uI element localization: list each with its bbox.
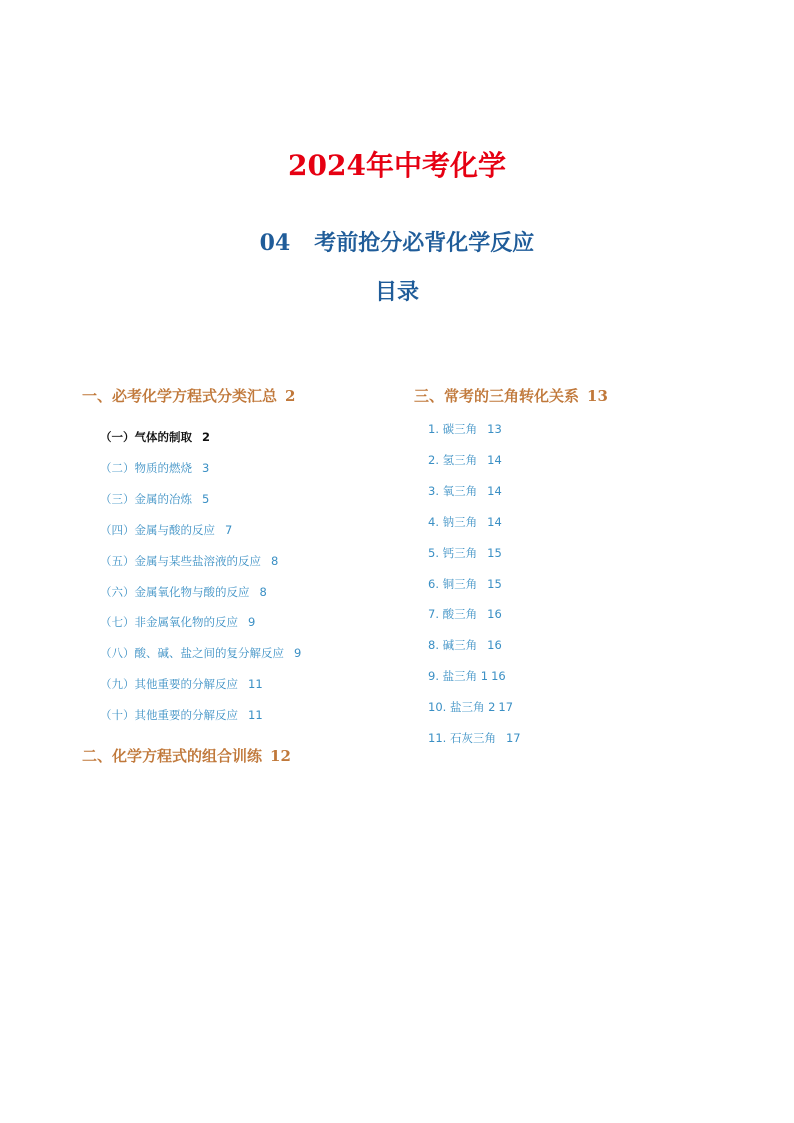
toc-item-9[interactable] — [100, 675, 263, 693]
toc-item-label: （五）金属与某些盐溶液的反应 — [100, 554, 261, 568]
toc-item-1[interactable] — [100, 428, 210, 446]
subtitle-number: 04 — [259, 230, 291, 256]
toc-item-label: 2. 氢三角 — [428, 453, 478, 467]
toc-item-label: （十）其他重要的分解反应 — [100, 708, 238, 722]
toc-item-label: （六）金属氧化物与酸的反应 — [100, 585, 250, 599]
toc-page-number: 11 — [248, 677, 263, 691]
toc-page-number: 16 — [487, 607, 502, 621]
toc-page-number: 15 — [487, 577, 502, 591]
toc-page-number: 14 — [487, 453, 502, 467]
toc-subitem-11[interactable] — [428, 729, 521, 747]
toc-item-label: （三）金属的冶炼 — [100, 492, 192, 506]
toc-item-label: 7. 酸三角 — [428, 607, 478, 621]
toc-item-label: 10. 盐三角 2 — [428, 700, 496, 714]
toc-section-3[interactable] — [414, 385, 608, 407]
toc-page-number: 13 — [487, 422, 502, 436]
toc-item-5[interactable] — [100, 552, 278, 570]
toc-page-number: 7 — [225, 523, 233, 537]
toc-page-number: 11 — [248, 708, 263, 722]
toc-item-label: 5. 钙三角 — [428, 546, 478, 560]
document-title: 2024年中考化学 — [288, 149, 506, 182]
toc-item-label: （八）酸、碱、盐之间的复分解反应 — [100, 646, 284, 660]
toc-subitem-10[interactable] — [428, 698, 513, 716]
toc-item-label: （七）非金属氧化物的反应 — [100, 615, 238, 629]
toc-item-label: （四）金属与酸的反应 — [100, 523, 215, 537]
toc-page-number: 3 — [202, 461, 210, 475]
toc-item-4[interactable] — [100, 521, 232, 539]
toc-page-number: 5 — [202, 492, 210, 506]
toc-item-3[interactable] — [100, 490, 209, 508]
toc-item-2[interactable] — [100, 459, 209, 477]
toc-subitem-1[interactable] — [428, 420, 502, 438]
toc-subitem-8[interactable] — [428, 636, 502, 654]
toc-page-number: 17 — [498, 700, 514, 714]
toc-item-label: 6. 铜三角 — [428, 577, 478, 591]
toc-subitem-7[interactable] — [428, 605, 502, 623]
toc-page-number: 2 — [202, 430, 211, 444]
toc-page-number: 16 — [491, 669, 506, 683]
toc-page-number: 13 — [587, 387, 608, 405]
toc-item-label: 9. 盐三角 1 — [428, 669, 489, 683]
document-subtitle — [0, 228, 794, 258]
toc-item-label: 1. 碳三角 — [428, 422, 478, 436]
toc-item-label: （一）气体的制取 — [100, 430, 192, 444]
toc-item-6[interactable] — [100, 583, 267, 601]
subtitle-text: 考前抢分必背化学反应 — [314, 230, 535, 256]
toc-page-number: 8 — [259, 585, 267, 599]
toc-item-label: （二）物质的燃烧 — [100, 461, 192, 475]
toc-page-number: 9 — [294, 646, 302, 660]
toc-page-number: 8 — [271, 554, 279, 568]
toc-item-label: 3. 氧三角 — [428, 484, 478, 498]
toc-item-label: 4. 钠三角 — [428, 515, 478, 529]
toc-item-7[interactable] — [100, 613, 255, 631]
toc-page-number: 2 — [285, 387, 296, 405]
toc-subitem-9[interactable] — [428, 667, 506, 685]
toc-item-8[interactable] — [100, 644, 301, 662]
toc-section-label: 二、化学方程式的组合训练 — [82, 747, 263, 765]
toc-section-2[interactable] — [82, 745, 291, 767]
toc-page-number: 14 — [487, 484, 502, 498]
toc-section-label: 三、常考的三角转化关系 — [414, 387, 580, 405]
toc-item-label: （九）其他重要的分解反应 — [100, 677, 238, 691]
toc-page-number: 9 — [248, 615, 256, 629]
toc-item-10[interactable] — [100, 706, 263, 724]
toc-heading: 目录 — [374, 279, 419, 305]
toc-subitem-4[interactable] — [428, 513, 502, 531]
toc-subitem-2[interactable] — [428, 451, 502, 469]
toc-item-label: 11. 石灰三角 — [428, 731, 496, 745]
toc-page-number: 15 — [487, 546, 502, 560]
toc-page-number: 17 — [505, 731, 521, 745]
toc-section-1[interactable] — [82, 385, 295, 407]
toc-page-number: 14 — [487, 515, 502, 529]
toc-item-label: 8. 碱三角 — [428, 638, 478, 652]
toc-section-label: 一、必考化学方程式分类汇总 — [82, 387, 278, 405]
toc-page-number: 12 — [270, 747, 291, 765]
toc-subitem-6[interactable] — [428, 575, 502, 593]
toc-subitem-3[interactable] — [428, 482, 502, 500]
toc-subitem-5[interactable] — [428, 544, 502, 562]
toc-page-number: 16 — [487, 638, 502, 652]
